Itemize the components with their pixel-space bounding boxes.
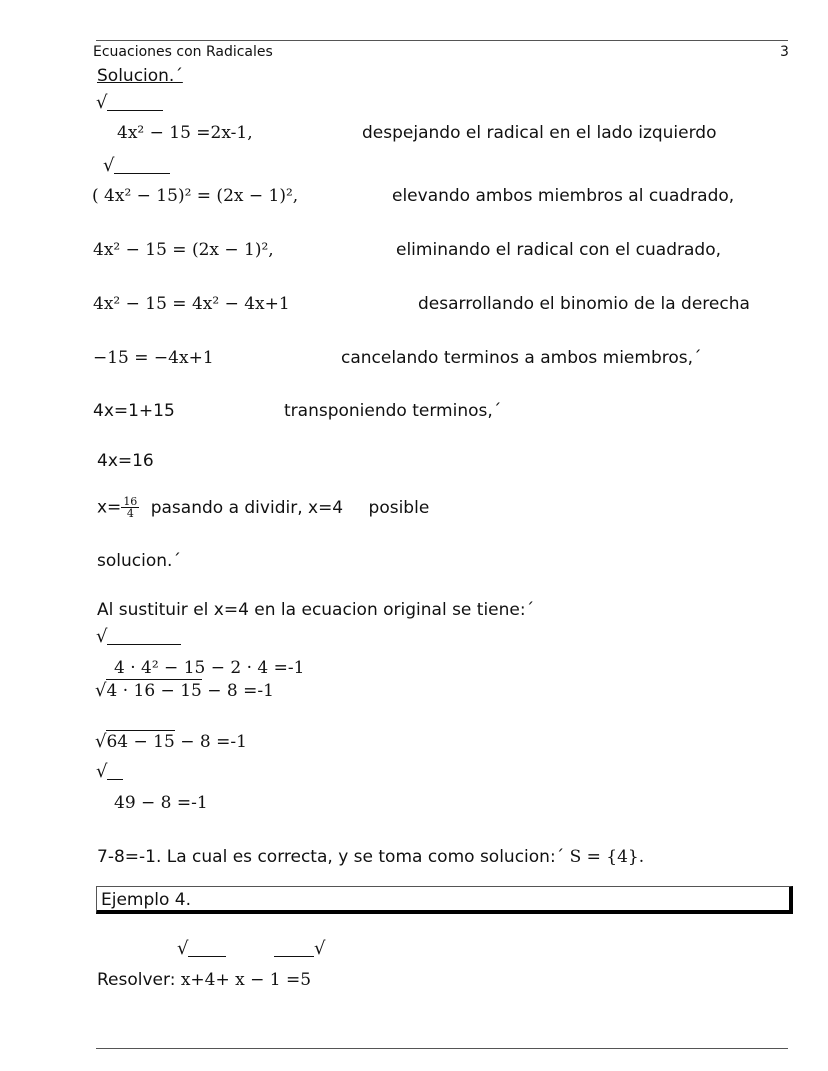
radical-sign-1: √	[96, 92, 163, 113]
check-2-equation: √4 · 16 − 15 − 8 =-1	[95, 680, 274, 701]
page-number: 3	[780, 44, 789, 60]
solution-word: solucion.´	[97, 551, 181, 571]
fraction-16-over-4: $\frac{16}{4}$	[123, 495, 138, 520]
footer-rule	[96, 1048, 788, 1049]
step-3-note: eliminando el radical con el cuadrado,	[396, 240, 721, 260]
step-4-equation: 4x² − 15 = 4x² − 4x+1	[93, 294, 290, 314]
resolver-line: Resolver: x+4+ x − 1 =5	[97, 970, 312, 990]
fraction-line: x= $\frac{16}{4}$ pasando a dividir, x=4 posible	[97, 495, 430, 520]
example-4-box	[96, 886, 793, 914]
step-5-equation: −15 = −4x+1	[93, 348, 214, 368]
check-1-equation: 4 · 4² − 15 − 2 · 4 =-1	[114, 658, 305, 678]
radical-sign-4: √	[96, 761, 123, 782]
radical-sign-5: √	[177, 938, 226, 959]
check-3-equation: √64 − 15 − 8 =-1	[95, 731, 247, 752]
step-1-equation: 4x² − 15 =2x-1,	[117, 123, 253, 143]
step-4-note: desarrollando el binomio de la derecha	[418, 294, 750, 314]
step-1-note: despejando el radical en el lado izquierdo	[362, 123, 717, 143]
radical-sign-3: √	[96, 626, 181, 647]
step-5-note: cancelando terminos a ambos miembros,´	[341, 348, 702, 368]
check-4-equation: 49 − 8 =-1	[114, 793, 208, 813]
example-title: Ejemplo 4.	[101, 890, 192, 910]
solution-heading: Solucion.´	[97, 66, 183, 86]
substitution-intro: Al sustituir el x=4 en la ecuacion original se tiene:´	[97, 600, 535, 620]
step-6-equation: 4x=1+15	[93, 401, 175, 421]
step-3-equation: 4x² − 15 = (2x − 1)²,	[93, 240, 274, 260]
step-2-note: elevando ambos miembros al cuadrado,	[392, 186, 735, 206]
header-top-rule	[96, 40, 788, 41]
radical-sign-6: √	[274, 938, 325, 959]
step-6-note: transponiendo terminos,´	[284, 401, 502, 421]
radical-sign-2: √	[103, 155, 170, 176]
step-7-equation: 4x=16	[97, 451, 154, 471]
conclusion: 7-8=-1. La cual es correcta, y se toma como solucion:´ S = {4}.	[97, 847, 645, 867]
header-title: Ecuaciones con Radicales	[93, 44, 273, 60]
step-2-equation: ( 4x² − 15)² = (2x − 1)²,	[92, 186, 299, 206]
